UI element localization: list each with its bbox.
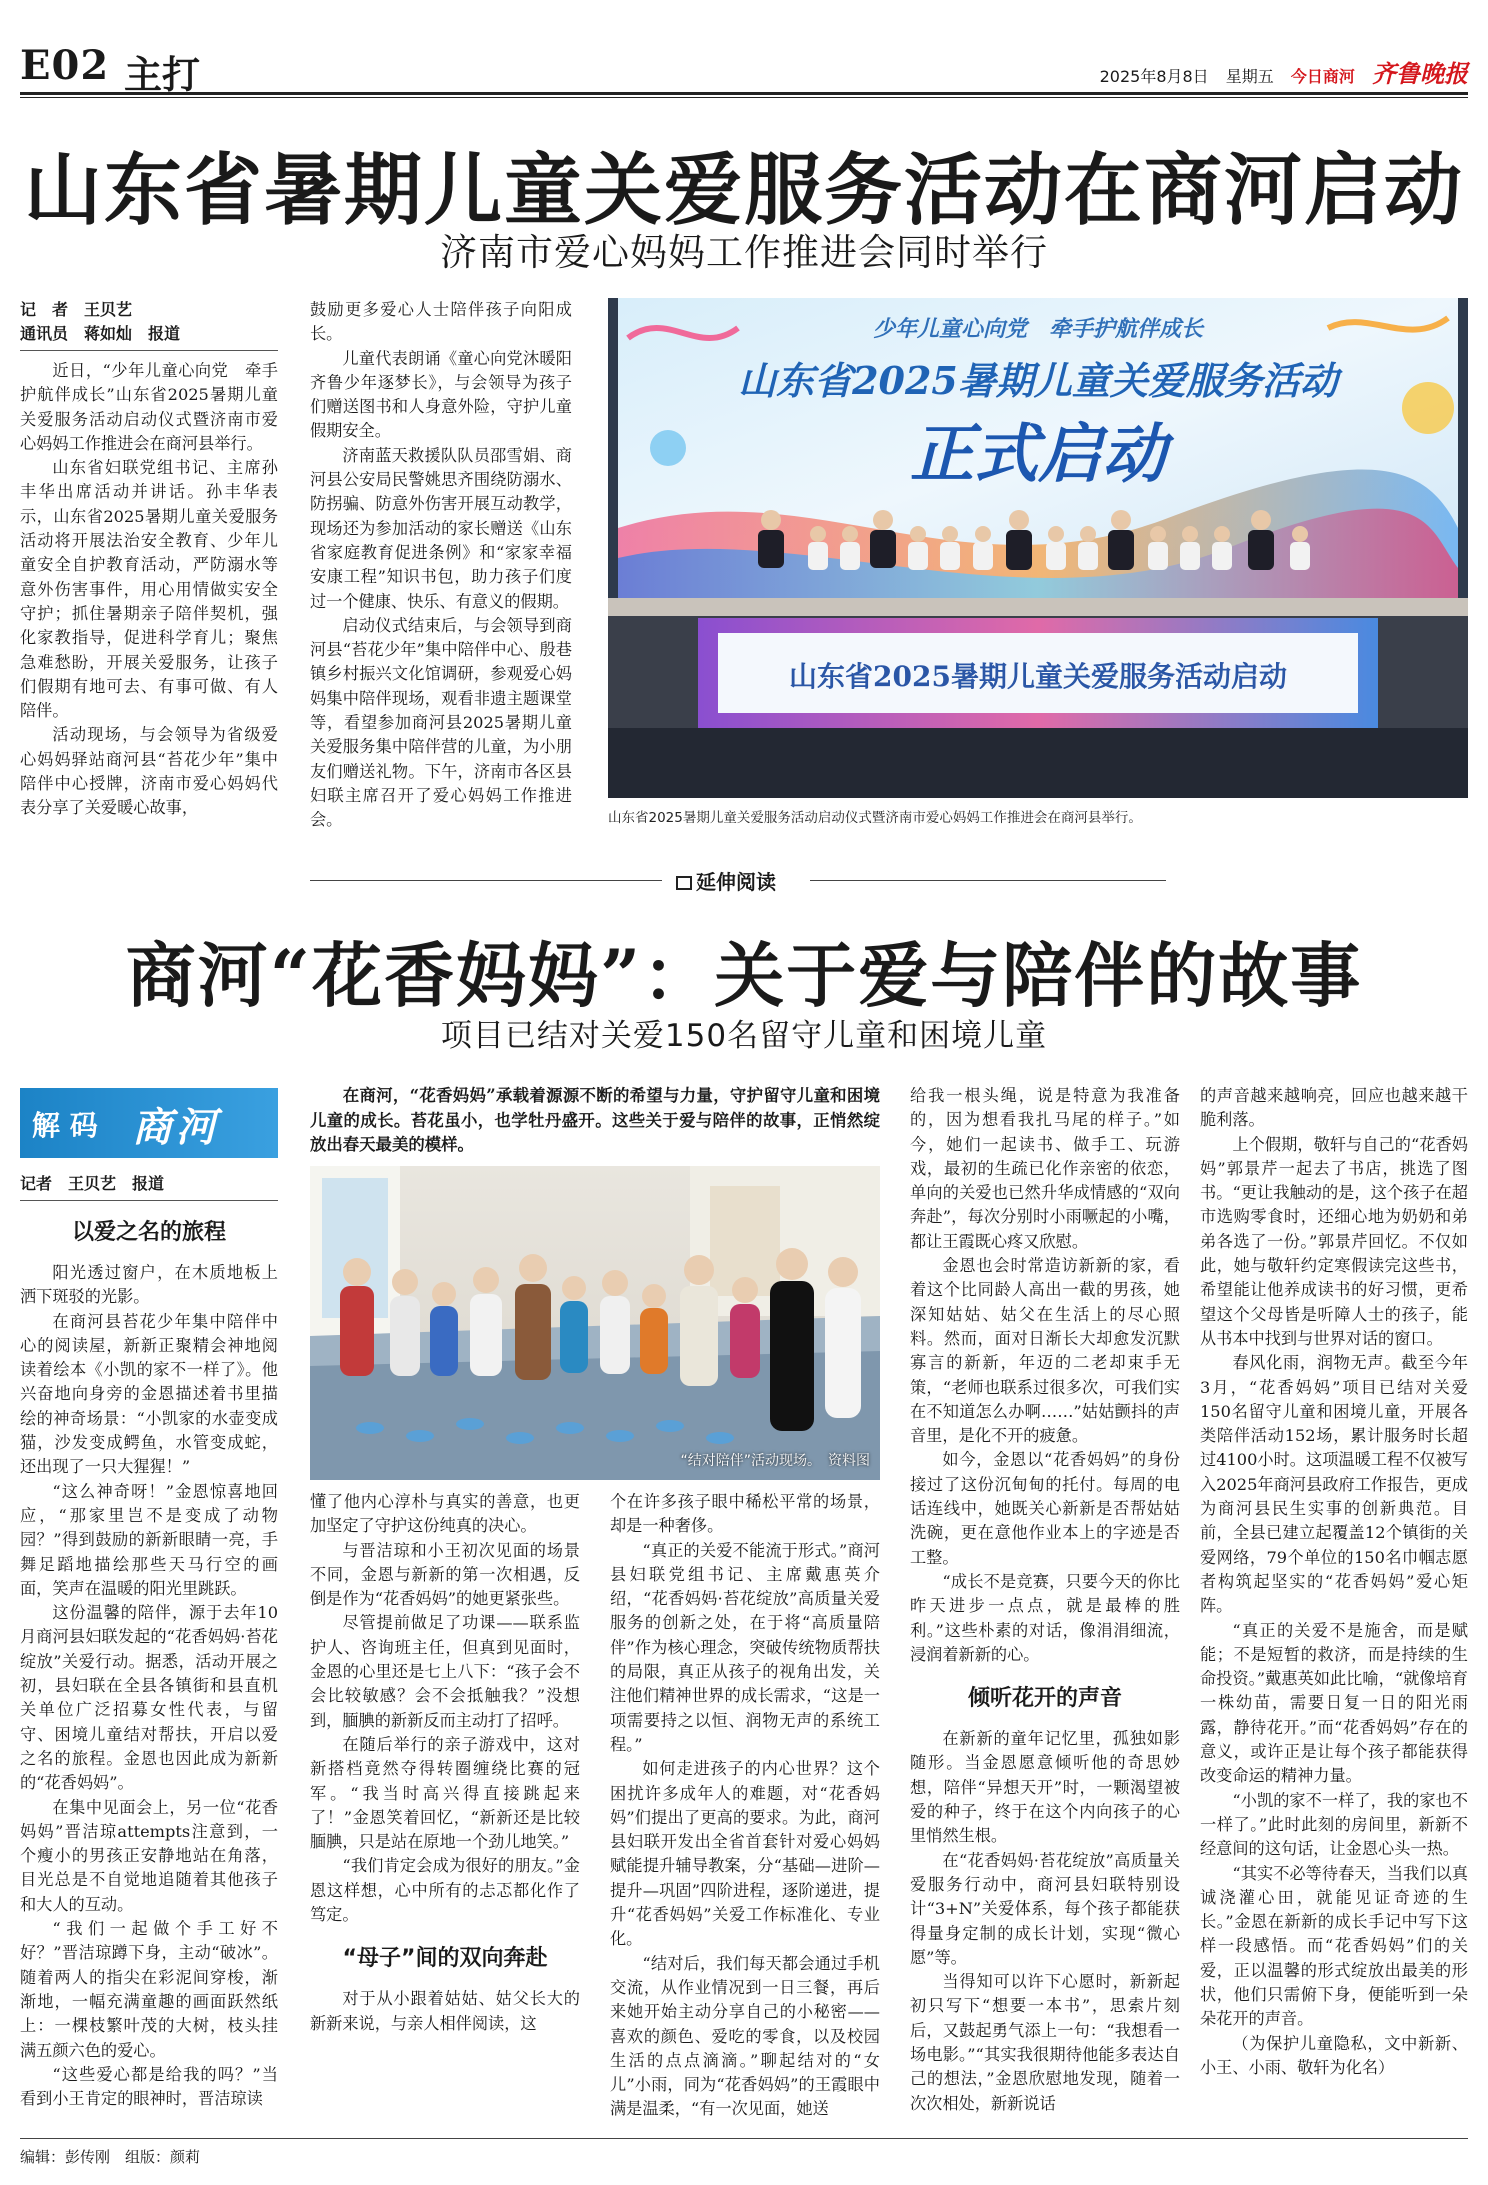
banner-launch: 正式启动 xyxy=(910,417,1166,492)
activity-photo-caption: “结对陪伴”活动现场。 资料图 xyxy=(680,1453,870,1469)
story2-column-5 xyxy=(1200,1084,1468,2132)
story2-paragraph: “我们肯定会成为很好的朋友。”金恩这样想，心中所有的忐忑都化作了笃定。 xyxy=(310,1856,580,1925)
story1-subheadline: 济南市爱心妈妈工作推进会同时举行 xyxy=(440,231,1048,274)
story1-paragraph: 活动现场，与会领导为省级爱心妈妈驿站商河县“苔花少年”集中陪伴中心授牌，济南市爱心妈妈代表分享了关爱暖心故事， xyxy=(20,725,278,818)
issue-date: 2025年8月8日 xyxy=(1099,67,1209,86)
story2-paragraph: 在集中见面会上，另一位“花香妈妈”晋洁琼attempts注意到，一个瘦小的男孩正安静地站在角落，目光总是不自觉地追随着其他孩子和大人的互动。 xyxy=(20,1797,278,1914)
story2-paragraph: 这份温馨的陪伴，源于去年10月商河县妇联发起的“花香妈妈·苔花绽放”关爱行动。据悉，活动开展之初，县妇联在全县各镇街和县直机关单位广泛招募女性代表，与留守、困境儿童结对帮扶，开启以爱之名的旅程。金恩也因此成为新新的“花香妈妈”。 xyxy=(20,1603,278,1793)
story2-paragraph: “成长不是竞赛，只要今天的你比昨天进步一点点，就是最棒的胜利。”这些朴素的对话，像涓涓细流，浸润着新新的心。 xyxy=(910,1571,1180,1664)
divider-line-right xyxy=(810,880,1166,881)
badge-prefix: 解 码 xyxy=(32,1109,98,1142)
byline-rule xyxy=(20,350,278,351)
byline-rule xyxy=(20,1200,278,1201)
newspaper-logo: 齐鲁晚报 xyxy=(1372,59,1468,88)
extended-reading-text: 延伸阅读 xyxy=(696,870,776,894)
header-rule xyxy=(20,92,1468,95)
story2-paragraph: “真正的关爱不是施舍，而是赋能；不是短暂的救济，而是持续的生命投资。”戴惠英如此比喻，“就像培育一株幼苗，需要日复一日的阳光雨露，静待花开。”而“花香妈妈”存在的意义，或许正是让每个孩子都能获得改变命运的精神力量。 xyxy=(1200,1620,1468,1786)
page-number: E02 xyxy=(20,42,110,89)
story2-paragraph: “其实不必等待春天，当我们以真诚浇灌心田，就能见证奇迹的生长。”金恩在新新的成长手记中写下这样一段感悟。而“花香妈妈”们的关爱，正以温馨的形式绽放出最美的形状，他们只需俯下身，便能听到一朵朵花开的声音。 xyxy=(1200,1863,1468,2029)
divider-line-left xyxy=(310,880,662,881)
story1-paragraph: 山东省妇联党组书记、主席孙丰华出席活动并讲话。孙丰华表示，山东省2025暑期儿童关爱服务活动将开展法治安全教育、少年儿童安全自护教育活动，严防溺水等意外伤害事件，用心用情做实安全守护；抓住暑期亲子陪伴契机，强化家教指导，促进科学育儿；聚焦急难愁盼，开展关爱服务，让孩子们假期有地可去、有事可做、有人陪伴。 xyxy=(20,458,278,721)
story2-subheadline: 项目已结对关爱150名留守儿童和困境儿童 xyxy=(440,1018,1048,1054)
subhead-two-way: “母子”间的双向奔赴 xyxy=(342,1946,548,1972)
edition-name: 今日商河 xyxy=(1290,67,1355,86)
story2-lead-text: 在商河，“花香妈妈”承载着源源不断的希望与力量，守护留守儿童和困境儿童的成长。苔花虽小，也学牡丹盛开。这些关于爱与陪伴的故事，正悄然绽放出春天最美的模样。 xyxy=(310,1086,880,1154)
story2-column-1 xyxy=(20,1172,278,2132)
footer-rule xyxy=(20,2138,1468,2139)
story1-headline: 山东省暑期儿童关爱服务活动在商河启动 xyxy=(23,145,1464,236)
story1-byline-correspondent: 通讯员 蒋如灿 报道 xyxy=(20,324,181,343)
story2-headline: 商河“花香妈妈”：关于爱与陪伴的故事 xyxy=(125,934,1363,1017)
story2-lead xyxy=(310,1084,880,1160)
extended-reading-label xyxy=(676,866,776,895)
story2-paragraph: “小凯的家不一样了，我的家也不一样了。”此时此刻的房间里，新新不经意间的这句话，让金恩心头一热。 xyxy=(1200,1790,1468,1859)
story2-paragraph: 春风化雨，润物无声。截至今年3月，“花香妈妈”项目已结对关爱150名留守儿童和困境儿童，开展各类陪伴活动152场，累计服务时长超过4100小时。这项温暖工程不仅被写入2025年商河县政府工作报告，更成为商河县民生实事的创新典范。目前，全县已建立起覆盖12个镇街的关爱网络，79个单位的150名巾帼志愿者构筑起坚实的“花香妈妈”爱心矩阵。 xyxy=(1200,1353,1468,1616)
story2-paragraph: 尽管提前做足了功课——联系监护人、咨询班主任，但真到见面时，金恩的心里还是七上八下：“孩子会不会比较敏感？会不会抵触我？”没想到，腼腆的新新反而主动打了招呼。 xyxy=(310,1613,580,1730)
story2-paragraph: “真正的关爱不能流于形式。”商河县妇联党组书记、主席戴惠英介绍，“花香妈妈·苔花绽放”高质量关爱服务的创新之处，在于将“高质量陪伴”作为核心理念，突破传统物质帮扶的局限，真正从孩子的视角出发，关注他们精神世界的成长需求，“这是一项需要持之以恒、润物无声的系统工程。” xyxy=(610,1540,880,1754)
book-icon xyxy=(676,876,692,890)
story2-paragraph: 上个假期，敬轩与自己的“花香妈妈”郭景芹一起去了书店，挑选了图书。“更让我触动的是，这个孩子在超市选购零食时，还细心地为奶奶和弟弟各选了一份。”郭景芹回忆。不仅如此，她与敬轩约定寒假读完这些书，希望能让他养成读书的好习惯，更希望这个父母皆是听障人士的孩子，能从书本中找到与世界对话的窗口。 xyxy=(1200,1134,1468,1348)
story2-column-2 xyxy=(310,1490,580,2132)
ceremony-photo xyxy=(608,298,1468,798)
editor-credit: 编辑：彭传刚 组版：颜莉 xyxy=(20,2148,201,2166)
story1-column-2 xyxy=(310,298,589,838)
podium-text: 山东省2025暑期儿童关爱服务活动启动 xyxy=(789,660,1287,693)
story2-paragraph: 在随后举行的亲子游戏中，这对新搭档竟然夺得转圈缠绕比赛的冠军。“我当时高兴得直接跳起来了！”金恩笑着回忆，“新新还是比较腼腆，只是站在原地一个劲儿地笑。” xyxy=(310,1734,580,1852)
column-badge xyxy=(20,1088,278,1158)
story2-paragraph: “我们一起做个手工好不好？”晋洁琼蹲下身，主动“破冰”。随着两人的指尖在彩泥间穿梭，渐渐地，一幅充满童趣的画面跃然纸上：一棵枝繁叶茂的大树，枝头挂满五颜六色的爱心。 xyxy=(20,1919,278,2060)
story2-paragraph: 在商河县苔花少年集中陪伴中心的阅读屋，新新正聚精会神地阅读着绘本《小凯的家不一样了》。他兴奋地向身旁的金恩描述着书里描绘的神奇场景：“小凯家的水壶变成猫，沙发变成鳄鱼，水管变成蛇，还出现了一只大猩猩！” xyxy=(20,1311,278,1477)
story1-paragraph: 鼓励更多爱心人士陪伴孩子向阳成长。 xyxy=(310,300,572,344)
story2-paragraph: 给我一根头绳，说是特意为我准备的，因为想看我扎马尾的样子。”如今，她们一起读书、做手工、玩游戏，最初的生疏已化作亲密的依恋，单向的关爱也已然升华成情感的“双向奔赴”，每次分别时小雨噘起的小嘴，都让王霞既心疼又欣慰。 xyxy=(910,1086,1180,1251)
banner-title: 山东省2025暑期儿童关爱服务活动 xyxy=(738,358,1338,403)
story2-paragraph: 与晋洁琼和小王初次见面的场景不同，金恩与新新的第一次相遇，反倒是作为“花香妈妈”的她更紧张些。 xyxy=(310,1540,580,1609)
story2-paragraph: 阳光透过窗户，在木质地板上洒下斑驳的光影。 xyxy=(20,1263,278,1307)
story2-paragraph: 的声音越来越响亮，回应也越来越干脆利落。 xyxy=(1200,1086,1468,1130)
story2-paragraph: 金恩也会时常造访新新的家，看着这个比同龄人高出一截的男孩，她深知姑姑、姑父在生活上的尽心照料。然而，面对日渐长大却愈发沉默寡言的新新，年迈的二老却束手无策，“老师也联系过很多次，可我们实在不知道怎么办啊……”姑姑颤抖的声音里，是化不开的疲惫。 xyxy=(910,1256,1180,1446)
story1-column-1 xyxy=(20,298,278,838)
story2-column-3 xyxy=(610,1490,880,2132)
story2-paragraph: 在新新的童年记忆里，孤独如影随形。当金恩愿意倾听他的奇思妙想，陪伴“异想天开”时，一颗渴望被爱的种子，终于在这个内向孩子的心里悄然生根。 xyxy=(910,1729,1180,1846)
story2-paragraph: 懂了他内心淳朴与真实的善意，也更加坚定了守护这份纯真的决心。 xyxy=(310,1492,580,1536)
section-name: 主打 xyxy=(124,52,201,97)
story2-paragraph: “结对后，我们每天都会通过手机交流，从作业情况到一日三餐，再后来她开始主动分享自己的小秘密——喜欢的颜色、爱吃的零食，以及校园生活的点点滴滴。”聊起结对的“女儿”小雨，同为“花香妈妈”的王霞眼中满是温柔，“有一次见面，她送 xyxy=(610,1953,880,2119)
ceremony-photo-caption: 山东省2025暑期儿童关爱服务活动启动仪式暨济南市爱心妈妈工作推进会在商河县举行。 xyxy=(608,810,1142,826)
story2-paragraph: 个在许多孩子眼中稀松平常的场景，却是一种奢侈。 xyxy=(610,1492,880,1536)
story2-byline: 记者 王贝艺 报道 xyxy=(20,1174,165,1193)
story1-byline-reporter: 记 者 王贝艺 xyxy=(20,300,133,319)
activity-photo xyxy=(310,1166,880,1480)
subhead-journey: 以爱之名的旅程 xyxy=(71,1220,226,1245)
issue-weekday: 星期五 xyxy=(1225,67,1274,86)
story2-paragraph: 当得知可以许下心愿时，新新起初只写下“想要一本书”，思索片刻后，又鼓起勇气添上一句：“我想看一场电影。”“其实我很期待他能多表达自己的想法，”金恩欣慰地发现，随着一次次相处，新新说话 xyxy=(910,1972,1180,2113)
story2-paragraph: “这么神奇呀！”金恩惊喜地回应，“那家里岂不是变成了动物园？”得到鼓励的新新眼睛一亮，手舞足蹈地描绘那些天马行空的画面，笑声在温暖的阳光里跳跃。 xyxy=(20,1481,278,1598)
header-rule-thin xyxy=(20,97,1468,98)
story2-paragraph: “这些爱心都是给我的吗？”当看到小王肯定的眼神时，晋洁琼读 xyxy=(20,2064,278,2109)
badge-title: 商河 xyxy=(132,1105,220,1151)
story2-paragraph: 如何走进孩子的内心世界？这个困扰许多成年人的难题，对“花香妈妈”们提出了更高的要求。为此，商河县妇联开发出全省首套针对爱心妈妈赋能提升辅导教案，分“基础—进阶—提升—巩固”四阶进程，逐阶递进，提升“花香妈妈”关爱工作标准化、专业化。 xyxy=(610,1759,880,1949)
story2-note: （为保护儿童隐私，文中新新、小王、小雨、敬轩为化名） xyxy=(1200,2033,1468,2077)
story2-column-4 xyxy=(910,1084,1180,2132)
banner-slogan: 少年儿童心向党 牵手护航伴成长 xyxy=(872,316,1204,342)
story1-paragraph: 启动仪式结束后，与会领导到商河县“苔花少年”集中陪伴中心、殷巷镇乡村振兴文化馆调研，参观爱心妈妈集中陪伴现场，观看非遗主题课堂等，看望参加商河县2025暑期儿童关爱服务集中陪伴营的儿童，为小朋友们赠送礼物。下午，济南市各区县妇联主席召开了爱心妈妈工作推进会。 xyxy=(310,615,572,830)
story1-paragraph: 近日，“少年儿童心向党 牵手护航伴成长”山东省2025暑期儿童关爱服务活动启动仪式暨济南市爱心妈妈工作推进会在商河县举行。 xyxy=(20,361,278,453)
story2-paragraph: 对于从小跟着姑姑、姑父长大的新新来说，与亲人相伴阅读，这 xyxy=(310,1989,580,2033)
story2-paragraph: 如今，金恩以“花香妈妈”的身份接过了这份沉甸甸的托付。每周的电话连线中，她既关心新新是否帮姑姑洗碗，更在意他作业本上的字迹是否工整。 xyxy=(910,1450,1180,1567)
subhead-blossom: 倾听花开的声音 xyxy=(967,1686,1122,1712)
story1-paragraph: 儿童代表朗诵《童心向党沐暖阳 齐鲁少年逐梦长》，与会领导为孩子们赠送图书和人身意外险，守护儿童假期安全。 xyxy=(310,348,589,441)
story2-paragraph: 在“花香妈妈·苔花绽放”高质量关爱服务行动中，商河县妇联特别设计“3+N”关爱体系，每个孩子都能获得量身定制的成长计划，实现“微心愿”等。 xyxy=(910,1850,1180,1967)
masthead-info xyxy=(1088,54,1468,89)
story1-paragraph: 济南蓝天救援队队员邵雪娟、商河县公安局民警姚思齐围绕防溺水、防拐骗、防意外伤害开展互动教学，现场还为参加活动的家长赠送《山东省家庭教育促进条例》和“家家幸福安康工程”知识书包，助力孩子们度过一个健康、快乐、有意义的假期。 xyxy=(310,445,572,611)
